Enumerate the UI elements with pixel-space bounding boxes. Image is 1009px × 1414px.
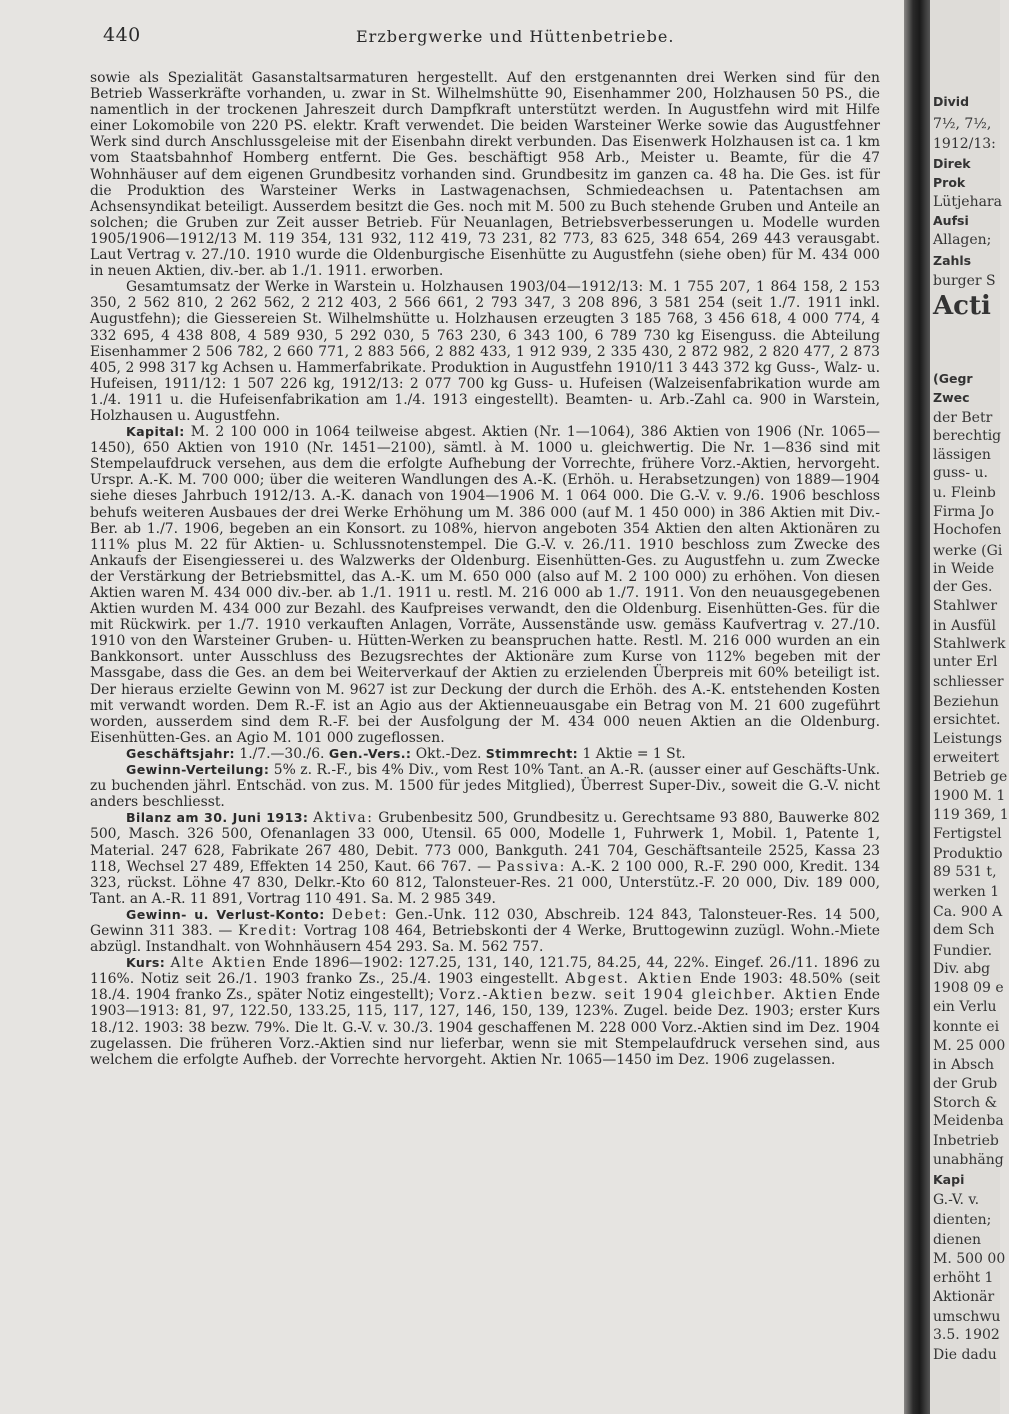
adjacent-fragment: Meidenba xyxy=(933,1113,1004,1129)
adjacent-fragment: G.-V. v. xyxy=(933,1192,980,1208)
adjacent-fragment: werken 1 xyxy=(933,884,1000,900)
abgest-aktien-text: Ende 1903: 48.50% (seit 18./4. 1904 franko Zs., später Notiz eingestellt); xyxy=(90,971,880,1004)
adjacent-fragment: 1900 M. 1 xyxy=(933,788,1006,804)
paragraph-gesamtumsatz: Gesamtumsatz der Werke in Warstein u. Holzhausen 1903/04—1912/13: M. 1 755 207, 1 864 158, 2 153 350, 2 562 810, 2 262 562, 2 212 403, 2 566 661, 2 793 347, 3 208 896, 3 581 254 (seit 1./7. 1911 inkl. Augustfehn); die Giessereien St. Wilhelmshütte u. Holzhausen erzeugten 3 185 768, 3 456 618, 4 000 774, 4 332 695, 4 438 808, 4 589 930, 5 292 030, 5 763 230, 6 343 100, 6 789 730 kg Eisenguss. die Abteilung Eisenhammer 2 506 782, 2 660 771, 2 883 566, 2 882 433, 1 912 939, 2 335 430, 2 872 982, 2 820 477, 2 873 405, 2 998 317 kg Achsen u. Hammerfabrikate. Produktion in Augustfehn 1910/11 3 443 372 kg Guss-, Walz- u. Hufeisen, 1911/12: 1 507 226 kg, 1912/13: 2 077 700 kg Guss- u. Hufeisen (Walzeisenfabrikation wurde am 1./4. 1911 u. die Hufeisenfabrikation am 1./4. 1913 eingestellt). Beamten- u. Arb.-Zahl ca. 900 in Warstein, Holzhausen u. Augustfehn. xyxy=(90,279,880,424)
adjacent-fragment: erhöht 1 xyxy=(933,1270,994,1286)
adjacent-page-edge xyxy=(930,0,1009,1414)
genvers-text: Okt.-Dez. xyxy=(415,745,482,762)
adjacent-fragment: (Gegr xyxy=(933,371,973,386)
passiva-text: A.-K. 2 100 000, R.-F. 290 000, Kredit. 134 323, rückst. Löhne 47 830, Delkr.-Kto 60 812, Talonsteuer-Res. 21 000, Unterstütz.-F. 20 000, Div. 189 000, Tant. an A.-R. 11 891, Vortrag 110 491. Sa. M. 2 985 349. xyxy=(90,858,881,907)
genvers-label: Gen.-Vers.: xyxy=(328,745,412,761)
adjacent-fragment: 1908 09 e xyxy=(933,980,1004,996)
adjacent-fragment: lässigen xyxy=(933,447,991,463)
adjacent-fragment: Zahls xyxy=(933,253,972,268)
book-gutter xyxy=(904,0,930,1414)
adjacent-fragment: in Ausfül xyxy=(933,618,996,634)
adjacent-fragment: der Betr xyxy=(933,410,993,426)
adjacent-fragment: dem Sch xyxy=(933,922,995,938)
adjacent-fragment: der Grub xyxy=(933,1076,998,1092)
debet-text: Gen.-Unk. 112 030, Abschreib. 124 843, Talonsteuer-Res. 14 500, Gewinn 311 383. — xyxy=(90,906,880,939)
adjacent-fragment: schliesser xyxy=(933,674,1004,690)
aktiva-label: Aktiva: xyxy=(313,810,374,827)
gewinn-verteilung-text: 5% z. R.-F., bis 4% Div., vom Rest 10% Tant. an A.-R. (ausser einer auf Geschäfts-Unk. zu buchenden jährl. Entschäd. von zus. M. 1500 für jedes Mitglied), Überrest Super-Div., soweit die G.-V. nicht anders beschliesst. xyxy=(90,762,880,811)
alte-aktien-text: Ende 1896—1902: 127.25, 131, 140, 121.75, 84.25, 44, 22%. Eingef. 26./11. 1896 zu 116%. Notiz seit 26./1. 1903 franko Zs., 25./4. 1903 eingestellt. xyxy=(90,955,881,988)
adjacent-fragment: Kapi xyxy=(933,1172,965,1187)
adjacent-fragment: Fertigstel xyxy=(933,826,1002,842)
adjacent-fragment: Ca. 900 A xyxy=(933,904,1003,920)
adjacent-fragment: 1912/13: xyxy=(933,136,996,152)
section-gewinn-verteilung xyxy=(90,762,880,810)
adjacent-fragment: Prok xyxy=(933,175,966,190)
running-title: Erzbergwerke und Hüttenbetriebe. xyxy=(356,27,675,46)
adjacent-fragment: Lütjehara xyxy=(933,194,1002,210)
adjacent-fragment: Storch & xyxy=(933,1095,998,1111)
adjacent-fragment: Stahlwer xyxy=(933,598,998,614)
aktiva-text: Grubenbesitz 500, Grundbesitz u. Gerechtsame 93 880, Bauwerke 802 500, Masch. 326 500, Ofenanlagen 33 000, Utensil. 65 000, Modelle 1, Fuhrwerk 1, Mobil. 1, Patente 1, Material. 247 628, Fabrikate 267 480, Debit. 773 000, Bankguth. 241 704, Geschäftsanteile 2525, Kassa 23 118, Wechsel 27 489, Effekten 14 250, Kaut. 66 767. — xyxy=(90,810,881,875)
adjacent-fragment: Acti xyxy=(933,291,991,321)
section-geschaeftsjahr xyxy=(90,746,880,762)
page-header xyxy=(103,24,873,52)
adjacent-fragment: Stahlwerk xyxy=(933,636,1006,652)
adjacent-fragment: Beziehun xyxy=(933,694,999,710)
debet-label: Debet: xyxy=(331,906,389,923)
adjacent-fragment: Fundier. xyxy=(933,943,993,959)
vorz-aktien-label: Vorz.-Aktien bezw. seit 1904 gleichber. Aktien xyxy=(439,987,839,1004)
geschaeftsjahr-label: Geschäftsjahr: xyxy=(126,745,235,761)
article-body xyxy=(90,70,880,1068)
passiva-label: Passiva: xyxy=(496,858,566,875)
adjacent-fragment: Aktionär xyxy=(933,1289,995,1305)
adjacent-fragment: Betrieb ge xyxy=(933,769,1008,785)
gewinn-verteilung-label: Gewinn-Verteilung: xyxy=(126,762,270,778)
adjacent-fragment: guss- u. xyxy=(933,465,988,481)
adjacent-fragment: Produktio xyxy=(933,846,1003,862)
adjacent-fragment: der Ges. xyxy=(933,579,993,595)
adjacent-fragment: konnte ei xyxy=(933,1019,1000,1035)
adjacent-fragment: Zwec xyxy=(933,390,970,405)
adjacent-fragment: erweitert xyxy=(933,750,999,766)
adjacent-fragment: Aufsi xyxy=(933,213,969,228)
abgest-aktien-label: Abgest. Aktien xyxy=(565,971,694,988)
kapital-label: Kapital: xyxy=(126,424,185,440)
adjacent-fragment: Div. abg xyxy=(933,961,991,977)
adjacent-fragment: ein Verlu xyxy=(933,999,997,1015)
adjacent-fragment: u. Fleinb xyxy=(933,485,996,501)
stimmrecht-text: 1 Aktie = 1 St. xyxy=(582,745,686,762)
adjacent-fragment: dienten; xyxy=(933,1212,992,1228)
adjacent-fragment: M. 25 000 xyxy=(933,1038,1006,1054)
alte-aktien-label: Alte Aktien xyxy=(170,955,268,972)
page-number: 440 xyxy=(103,24,141,46)
adjacent-fragment: werke (Gi xyxy=(933,543,1003,559)
section-kurs xyxy=(90,955,880,1068)
adjacent-fragment: 7½, 7½, xyxy=(933,116,992,132)
paragraph-intro: sowie als Spezialität Gasanstaltsarmaturen hergestellt. Auf den erstgenannten drei Werken sind für den Betrieb Wasserkräfte vorhanden, u. zwar in St. Wilhelmshütte 90, Eisenhammer 200, Holzhausen 50 PS., die namentlich in der trockenen Jahreszeit durch Dampfkraft unterstützt werden. In Augustfehn wird mit Hilfe einer Lokomobile von 220 PS. elektr. Kraft verwendet. Die beiden Warsteiner Werke sowie das Augustfehner Werk sind durch Anschlussgeleise mit der Eisenbahn direkt verbunden. Das Eisenwerk Holzhausen ist ca. 1 km vom Staatsbahnhof Homberg entfernt. Die Ges. beschäftigt 958 Arb., Meister u. Beamte, für die 47 Wohnhäuser auf dem eigenen Grundbesitz vorhanden sind. Grundbesitz im ganzen ca. 48 ha. Die Ges. ist für die Produktion des Warsteiner Werks in Lastwagenachsen, Schmiedeachsen u. Patentachsen am Achsensyndikat beteiligt. Ausserdem besitzt die Ges. noch mit M. 500 zu Buch stehende Gruben und Anteile an solchen; die Gruben zur Zeit ausser Betrieb. Für Neuanlagen, Betriebsverbesserungen u. Modelle wurden 1905/1906—1912/13 M. 119 354, 131 932, 112 419, 73 231, 82 773, 83 625, 348 654, 269 443 verausgabt. Laut Vertrag v. 27./10. 1910 wurde die Oldenburgische Eisenhütte zu Augustfehn (siehe oben) für M. 434 000 in neuen Aktien, div.-ber. ab 1./1. 1911. erworben. xyxy=(90,70,880,280)
adjacent-fragment: Divid xyxy=(933,94,970,109)
adjacent-fragment: in Weide xyxy=(933,561,995,577)
adjacent-fragment: in Absch xyxy=(933,1057,995,1073)
gewinn-verlust-label: Gewinn- u. Verlust-Konto: xyxy=(126,906,325,922)
stimmrecht-label: Stimmrecht: xyxy=(485,745,579,761)
adjacent-fragment: Allagen; xyxy=(933,232,992,248)
adjacent-fragment: burger S xyxy=(933,273,996,289)
adjacent-fragment: umschwu xyxy=(933,1309,1001,1325)
adjacent-fragment: dienen xyxy=(933,1232,982,1248)
adjacent-fragment: M. 500 00 xyxy=(933,1251,1006,1267)
adjacent-fragment: unabhäng xyxy=(933,1152,1004,1168)
adjacent-fragment: Inbetrieb xyxy=(933,1133,999,1149)
adjacent-fragment: ersichtet. xyxy=(933,712,1001,728)
kurs-label: Kurs: xyxy=(126,955,166,971)
kredit-label: Kredit: xyxy=(238,922,299,939)
vorz-aktien-text: Ende 1903—1913: 81, 97, 122.50, 133.25, 115, 117, 127, 146, 150, 139, 123%. Zugel. beide Dez. 1903; erster Kurs 18./12. 1903: 38 bezw. 79%. Die lt. G.-V. v. 30./3. 1904 geschaffenen M. 228 000 Vorz.-Aktien sind im Dez. 1904 zugelassen. Die früheren Vorz.-Aktien sind nur lieferbar, wenn sie mit Stempelaufdruck versehen sind, aus welchem die erfolgte Aufheb. der Vorrechte hervorgeht. Aktien Nr. 1065—1450 im Dez. 1906 zugelassen. xyxy=(90,987,880,1068)
section-gewinn-verlust xyxy=(90,907,880,955)
adjacent-fragment: Hochofen xyxy=(933,522,1002,538)
adjacent-fragment: 89 531 t, xyxy=(933,864,997,880)
kredit-text: Vortrag 108 464, Betriebskonti der 4 Werke, Bruttogewinn zuzügl. Wohn.-Miete abzügl. Instandhalt. von Wohnhäusern 454 293. Sa. M. 562 757. xyxy=(90,922,881,956)
adjacent-fragment: unter Erl xyxy=(933,654,998,670)
adjacent-fragment: Direk xyxy=(933,156,971,171)
section-kapital xyxy=(90,424,880,746)
geschaeftsjahr-text: 1./7.—30./6. xyxy=(239,745,325,762)
adjacent-fragment: 119 369, 1 xyxy=(933,807,1009,823)
kapital-text: M. 2 100 000 in 1064 teilweise abgest. Aktien (Nr. 1—1064), 386 Aktien von 1906 (Nr. 1065—1450), 650 Aktien von 1910 (Nr. 1451—2100), sämtl. à M. 1000 u. gleichwertig. Die Nr. 1—836 sind mit Stempelaufdruck versehen, aus dem die erfolgte Aufhebung der Vorrechte, frühere Vorz.-Aktien, hervorgeht. Urspr. A.-K. M. 700 000; über die weiteren Wandlungen des A.-K. (Erhöh. u. Herabsetzungen) von 1889—1904 siehe dieses Jahrbuch 1912/13. A.-K. danach von 1904—1906 M. 1 064 000. Die G.-V. v. 9./6. 1906 beschloss behufs weiteren Ausbaues der drei Werke Erhöhung um M. 386 000 (auf M. 1 450 000) in 386 Aktien mit Div.-Ber. ab 1./7. 1906, begeben an ein Konsort. zu 108%, hiervon angeboten 354 Aktien den alten Aktionären zu 111% plus M. 22 für Aktien- u. Schlussnotenstempel. Die G.-V. v. 26./11. 1910 beschloss zum Zwecke des Ankaufs der Eisengiesserei u. des Walzwerks der Oldenburg. Eisenhütten-Ges. zu Augustfehn u. zum Zwecke der Verstärkung der Betriebsmittel, das A.-K. um M. 650 000 (also auf M. 2 100 000) zu erhöhen. Von diesen Aktien waren M. 434 000 div.-ber. ab 1./1. 1911 u. restl. M. 216 000 ab 1./7. 1911. Von den neuausgegebenen Aktien wurden M. 434 000 zur Bezahl. des Kaufpreises verwandt, den die Oldenburg. Eisenhütten-Ges. für die mit Rückwirk. per 1./7. 1910 verkauften Anlagen, Vorräte, Aussenstände usw. gemäss Kaufvertrag v. 27./10. 1910 von den Warsteiner Gruben- u. Hütten-Werken zu beanspruchen hatte. Restl. M. 216 000 wurden an ein Bankkonsort. unter Ausschluss des Bezugsrechtes der Aktionäre zum Kurse von 112% begeben mit der Massgabe, dass die Ges. an dem bei Weiterverkauf der Aktien zu erzielenden Überpreis mit 60% beteiligt ist. Der hieraus erzielte Gewinn von M. 9627 ist zur Deckung der durch die Erhöh. des A.-K. entstehenden Kosten mit verwandt worden. Dem R.-F. ist an Agio aus der Aktienneuausgabe ein Betrag von M. 21 600 zugeführt worden, ausserdem sind dem R.-F. bei der Ausfolgung der M. 434 000 neuen Aktien an die Oldenburg. Eisenhütten-Ges. an Agio M. 101 000 zugeflossen. xyxy=(90,424,880,746)
adjacent-fragment: Leistungs xyxy=(933,731,1003,747)
adjacent-fragment: berechtig xyxy=(933,428,1002,444)
adjacent-fragment: 3.5. 1902 xyxy=(933,1327,1000,1343)
adjacent-fragment: Firma Jo xyxy=(933,504,994,520)
section-bilanz xyxy=(90,810,880,907)
bilanz-label: Bilanz am 30. Juni 1913: xyxy=(126,810,309,826)
adjacent-fragment: Die dadu xyxy=(933,1347,997,1363)
